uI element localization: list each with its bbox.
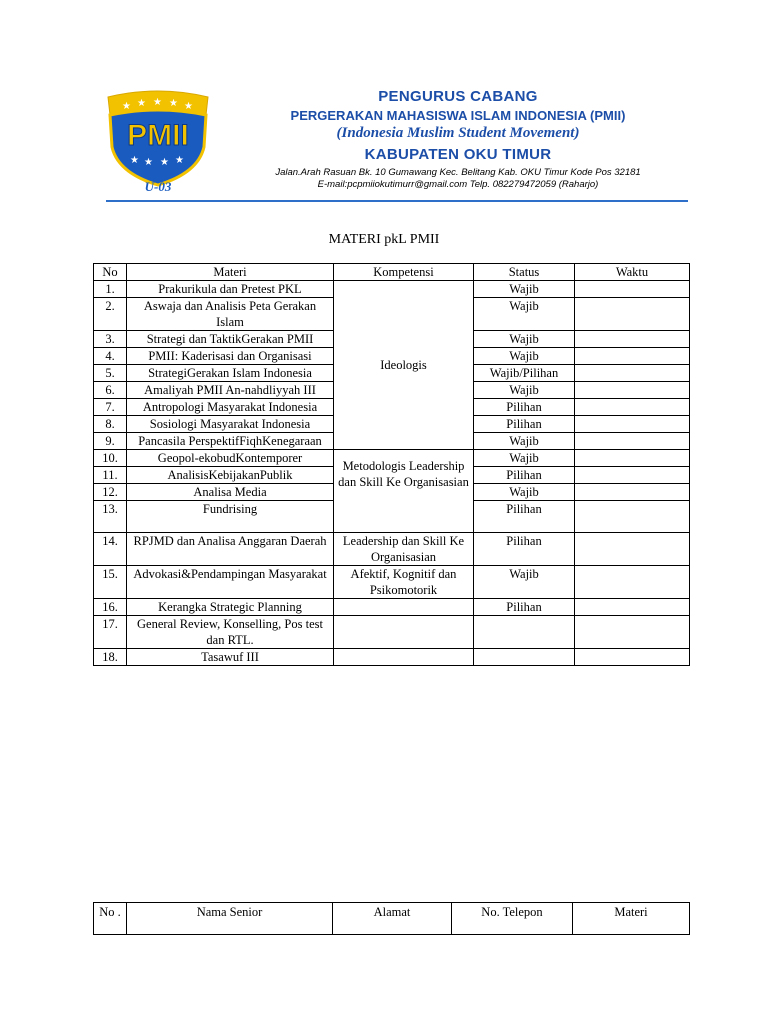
row-no: 18. [94, 649, 127, 666]
row-waktu [575, 484, 690, 501]
kompetensi-metodologis: Metodologis Leadership dan Skill Ke Organisasian [334, 450, 474, 533]
row-no: 7. [94, 399, 127, 416]
row-no: 4. [94, 348, 127, 365]
header-materi: Materi [573, 903, 690, 935]
row-no: 5. [94, 365, 127, 382]
table-row [94, 281, 690, 298]
row-materi: Pancasila PerspektifFiqhKenegaraan [127, 433, 334, 450]
table-row [94, 649, 690, 666]
table-row [94, 566, 690, 599]
row-no: 1. [94, 281, 127, 298]
row-no: 16. [94, 599, 127, 616]
row-waktu [575, 566, 690, 599]
table-header-row [94, 264, 690, 281]
row-status: Wajib/Pilihan [474, 365, 575, 382]
pmii-logo [102, 85, 214, 197]
table-row [94, 450, 690, 467]
kompetensi-ideologis: Ideologis [334, 281, 474, 450]
row-materi: Advokasi&Pendampingan Masyarakat [127, 566, 334, 599]
row-status: Pilihan [474, 533, 575, 566]
row-waktu [575, 382, 690, 399]
row-waktu [575, 467, 690, 484]
row-status [474, 649, 575, 666]
row-materi: Prakurikula dan Pretest PKL [127, 281, 334, 298]
svg-text:★: ★ [175, 155, 184, 166]
row-status: Wajib [474, 382, 575, 399]
row-status: Wajib [474, 331, 575, 348]
table-row [94, 616, 690, 649]
row-materi: Sosiologi Masyarakat Indonesia [127, 416, 334, 433]
kompetensi-leadership: Leadership dan Skill Ke Organisasian [334, 533, 474, 566]
row-materi: Amaliyah PMII An-nahdliyyah III [127, 382, 334, 399]
row-status: Wajib [474, 566, 575, 599]
row-waktu [575, 649, 690, 666]
kompetensi-afektif: Afektif, Kognitif dan Psikomotorik [334, 566, 474, 599]
row-waktu [575, 450, 690, 467]
org-name-english: (Indonesia Muslim Student Movement) [336, 125, 580, 141]
row-status: Pilihan [474, 467, 575, 484]
row-status: Pilihan [474, 399, 575, 416]
row-materi: Analisa Media [127, 484, 334, 501]
address-line: Jalan.Arah Rasuan Bk. 10 Gumawang Kec. Belitang Kab. OKU Timur Kode Pos 32181 [275, 167, 641, 178]
table-header-row [94, 903, 690, 935]
svg-text:★: ★ [144, 157, 153, 168]
row-no: 13. [94, 501, 127, 533]
row-materi: Strategi dan TaktikGerakan PMII [127, 331, 334, 348]
row-kompetensi [334, 616, 474, 649]
row-waktu [575, 416, 690, 433]
svg-text:PMII: PMII [127, 119, 189, 152]
header-kompetensi: Kompetensi [334, 264, 474, 281]
row-status: Wajib [474, 450, 575, 467]
row-status: Wajib [474, 484, 575, 501]
row-waktu [575, 599, 690, 616]
row-materi: Aswaja dan Analisis Peta Gerakan Islam [127, 298, 334, 331]
letterhead [0, 0, 768, 205]
senior-table [93, 902, 690, 935]
header-no-telepon: No. Telepon [452, 903, 573, 935]
row-no: 14. [94, 533, 127, 566]
header-divider [106, 200, 688, 202]
row-kompetensi [334, 599, 474, 616]
row-status: Wajib [474, 298, 575, 331]
svg-text:★: ★ [169, 98, 178, 109]
row-waktu [575, 433, 690, 450]
row-waktu [575, 365, 690, 382]
header-materi: Materi [127, 264, 334, 281]
row-status: Pilihan [474, 416, 575, 433]
table-row [94, 533, 690, 566]
row-status: Pilihan [474, 599, 575, 616]
row-waktu [575, 298, 690, 331]
row-kompetensi [334, 649, 474, 666]
row-waktu [575, 501, 690, 533]
contact-line: E-mail:pcpmiiokutimurr@gmail.com Telp. 082279472059 (Raharjo) [317, 179, 599, 190]
header-alamat: Alamat [333, 903, 452, 935]
row-status: Wajib [474, 433, 575, 450]
row-waktu [575, 616, 690, 649]
row-no: 15. [94, 566, 127, 599]
svg-text:★: ★ [137, 98, 146, 109]
row-status: Wajib [474, 348, 575, 365]
row-materi: Geopol-ekobudKontemporer [127, 450, 334, 467]
row-waktu [575, 533, 690, 566]
row-waktu [575, 399, 690, 416]
row-no: 10. [94, 450, 127, 467]
svg-text:U-03: U-03 [144, 179, 172, 194]
region-name: KABUPATEN OKU TIMUR [364, 146, 552, 163]
org-name: PERGERAKAN MAHASISWA ISLAM INDONESIA (PMII) [290, 108, 626, 123]
row-materi: Tasawuf III [127, 649, 334, 666]
row-no: 12. [94, 484, 127, 501]
row-materi: AnalisisKebijakanPublik [127, 467, 334, 484]
svg-text:★: ★ [153, 97, 162, 108]
row-no: 8. [94, 416, 127, 433]
svg-text:★: ★ [130, 155, 139, 166]
svg-text:★: ★ [122, 101, 131, 112]
row-status: Pilihan [474, 501, 575, 533]
header-status: Status [474, 264, 575, 281]
header-waktu: Waktu [575, 264, 690, 281]
row-no: 3. [94, 331, 127, 348]
header-nama-senior: Nama Senior [127, 903, 333, 935]
row-materi: Kerangka Strategic Planning [127, 599, 334, 616]
row-status [474, 616, 575, 649]
svg-text:★: ★ [184, 101, 193, 112]
row-materi: Antropologi Masyarakat Indonesia [127, 399, 334, 416]
row-materi: PMII: Kaderisasi dan Organisasi [127, 348, 334, 365]
row-materi: Fundrising [127, 501, 334, 533]
row-materi: StrategiGerakan Islam Indonesia [127, 365, 334, 382]
header-no: No [94, 264, 127, 281]
header-no: No . [94, 903, 127, 935]
row-waktu [575, 331, 690, 348]
org-level: PENGURUS CABANG [378, 88, 538, 105]
row-status: Wajib [474, 281, 575, 298]
document-title: MATERI pkL PMII [328, 232, 440, 247]
table-row [94, 599, 690, 616]
row-waktu [575, 281, 690, 298]
row-no: 9. [94, 433, 127, 450]
row-no: 11. [94, 467, 127, 484]
row-materi: RPJMD dan Analisa Anggaran Daerah [127, 533, 334, 566]
row-materi: General Review, Konselling, Pos test dan RTL. [127, 616, 334, 649]
row-no: 6. [94, 382, 127, 399]
materi-table [93, 263, 690, 666]
row-no: 2. [94, 298, 127, 331]
svg-text:★: ★ [160, 157, 169, 168]
row-no: 17. [94, 616, 127, 649]
row-waktu [575, 348, 690, 365]
